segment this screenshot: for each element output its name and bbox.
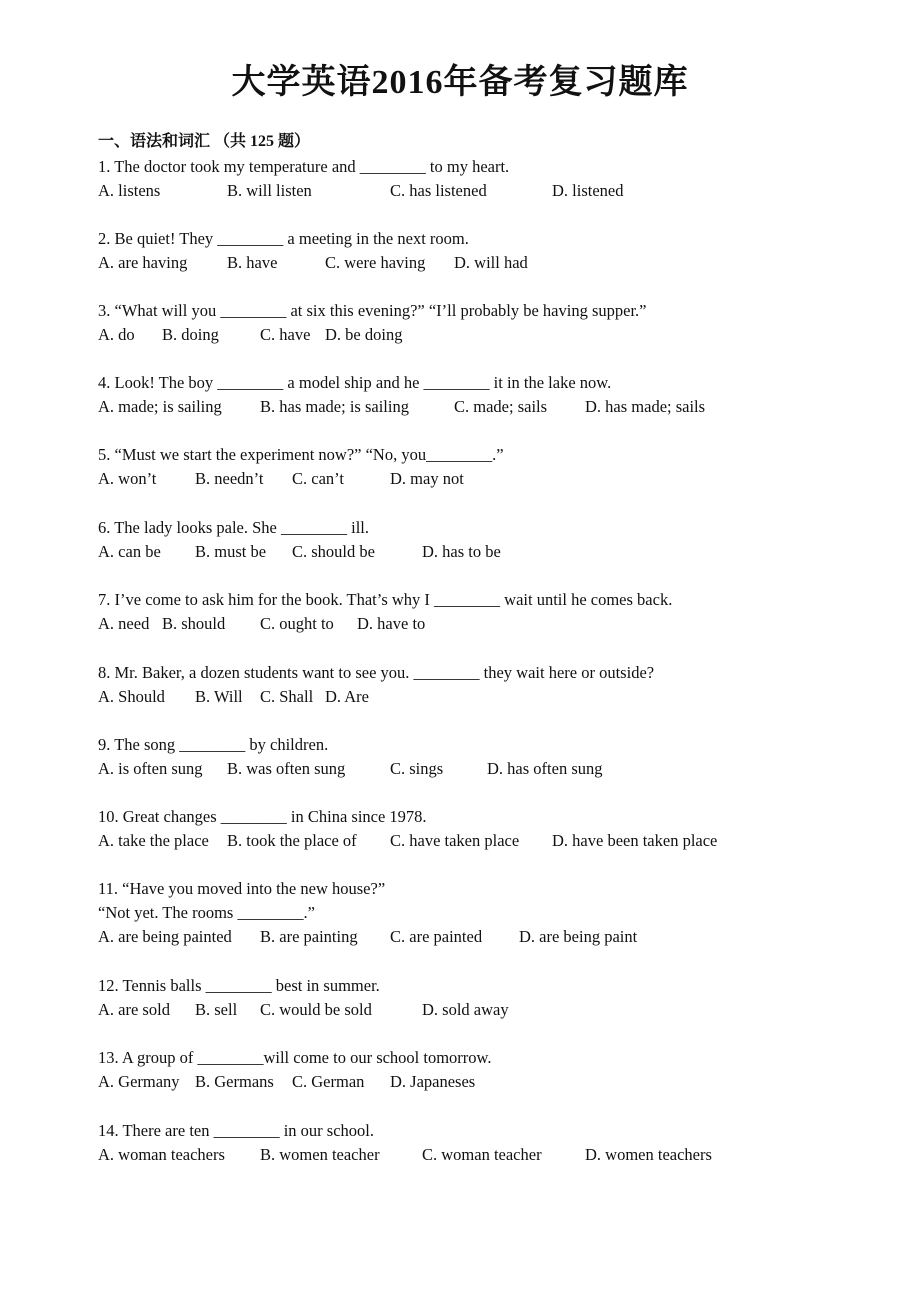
answer-option-d: D. has to be <box>422 542 501 561</box>
question-stem: 3. “What will you ________ at six this evening?” “I’ll probably be having supper.” <box>98 301 647 320</box>
answer-option-d: D. has made; sails <box>585 397 706 416</box>
question-11 <box>98 877 858 949</box>
answer-option-d: D. be doing <box>325 325 403 344</box>
question-3 <box>98 299 858 347</box>
answer-options <box>98 395 858 419</box>
answer-option-b: B. Germans <box>195 1072 274 1091</box>
answer-option-a: A. take the place <box>98 831 209 850</box>
question-2 <box>98 227 858 275</box>
question-stem: 2. Be quiet! They ________ a meeting in the next room. <box>98 229 469 248</box>
answer-option-a: A. are being painted <box>98 927 232 946</box>
question-stem: 1. The doctor took my temperature and ________ to my heart. <box>98 157 510 176</box>
answer-option-b: B. was often sung <box>227 759 346 778</box>
answer-option-c: C. sings <box>390 759 444 778</box>
answer-option-d: D. has often sung <box>487 759 603 778</box>
question-stem: 14. There are ten ________ in our school. <box>98 1121 375 1140</box>
answer-options <box>98 323 858 347</box>
question-9 <box>98 733 858 781</box>
answer-option-b: B. has made; is sailing <box>260 397 409 416</box>
question-4 <box>98 371 858 419</box>
answer-option-d: D. sold away <box>422 1000 509 1019</box>
question-stem: 9. The song ________ by children. <box>98 735 329 754</box>
question-7 <box>98 588 858 636</box>
question-stem: 6. The lady looks pale. She ________ ill. <box>98 518 370 537</box>
answer-option-c: C. can’t <box>292 469 344 488</box>
question-stem: 11. “Have you moved into the new house?” <box>98 879 386 898</box>
answer-option-c: C. woman teacher <box>422 1145 542 1164</box>
answer-option-b: B. must be <box>195 542 267 561</box>
question-stem: 8. Mr. Baker, a dozen students want to see you. ________ they wait here or outside? <box>98 663 655 682</box>
answer-option-d: D. Japaneses <box>390 1072 476 1091</box>
answer-options <box>98 179 858 203</box>
answer-options <box>98 1143 858 1167</box>
answer-option-b: B. have <box>227 253 278 272</box>
answer-option-b: B. Will <box>195 687 243 706</box>
answer-option-b: B. women teacher <box>260 1145 380 1164</box>
answer-option-a: A. are having <box>98 253 188 272</box>
answer-option-c: C. made; sails <box>454 397 548 416</box>
question-14 <box>98 1119 858 1167</box>
answer-option-d: D. will had <box>454 253 528 272</box>
answer-option-a: A. need <box>98 614 150 633</box>
answer-option-b: B. doing <box>162 325 219 344</box>
answer-option-d: D. Are <box>325 687 369 706</box>
answer-option-a: A. can be <box>98 542 161 561</box>
answer-option-b: B. are painting <box>260 927 358 946</box>
answer-option-a: A. made; is sailing <box>98 397 222 416</box>
answer-option-d: D. women teachers <box>585 1145 712 1164</box>
answer-option-a: A. woman teachers <box>98 1145 225 1164</box>
question-stem: 5. “Must we start the experiment now?” “No, you________.” <box>98 445 504 464</box>
answer-options <box>98 1070 858 1094</box>
answer-option-c: C. ought to <box>260 614 334 633</box>
answer-option-d: D. have been taken place <box>552 831 718 850</box>
answer-options <box>98 251 858 275</box>
question-stem: 10. Great changes ________ in China since 1978. <box>98 807 427 826</box>
answer-option-b: B. should <box>162 614 226 633</box>
answer-option-d: D. listened <box>552 181 624 200</box>
question-5 <box>98 443 858 491</box>
answer-options <box>98 467 858 491</box>
answer-option-b: B. sell <box>195 1000 238 1019</box>
answer-option-b: B. will listen <box>227 181 312 200</box>
answer-option-a: A. Germany <box>98 1072 180 1091</box>
question-stem: 7. I’ve come to ask him for the book. That’s why I ________ wait until he comes back. <box>98 590 673 609</box>
answer-option-c: C. has listened <box>390 181 487 200</box>
question-stem: “Not yet. The rooms ________.” <box>98 903 315 922</box>
answer-option-d: D. have to <box>357 614 426 633</box>
answer-option-d: D. may not <box>390 469 464 488</box>
question-stem: 12. Tennis balls ________ best in summer. <box>98 976 380 995</box>
question-10 <box>98 805 858 853</box>
question-6 <box>98 516 858 564</box>
answer-options <box>98 925 858 949</box>
answer-option-c: C. were having <box>325 253 426 272</box>
question-stem: 13. A group of ________will come to our school tomorrow. <box>98 1048 492 1067</box>
answer-option-c: C. would be sold <box>260 1000 372 1019</box>
answer-option-c: C. Shall <box>260 687 314 706</box>
answer-option-d: D. are being paint <box>519 927 638 946</box>
answer-option-b: B. took the place of <box>227 831 357 850</box>
answer-options <box>98 685 858 709</box>
answer-option-c: C. should be <box>292 542 375 561</box>
question-12 <box>98 974 858 1022</box>
answer-options <box>98 540 858 564</box>
page-title: 大学英语2016年备考复习题库 <box>231 64 689 101</box>
question-13 <box>98 1046 858 1094</box>
answer-option-c: C. German <box>292 1072 365 1091</box>
answer-option-b: B. needn’t <box>195 469 264 488</box>
answer-options <box>98 998 858 1022</box>
answer-option-c: C. have <box>260 325 311 344</box>
answer-option-a: A. Should <box>98 687 165 706</box>
answer-options <box>98 829 858 853</box>
answer-option-a: A. are sold <box>98 1000 170 1019</box>
section-heading: 一、语法和词汇 （共 125 题） <box>98 133 311 150</box>
answer-options <box>98 757 858 781</box>
question-stem: 4. Look! The boy ________ a model ship and he ________ it in the lake now. <box>98 373 612 392</box>
answer-option-c: C. have taken place <box>390 831 520 850</box>
answer-option-a: A. won’t <box>98 469 157 488</box>
answer-option-c: C. are painted <box>390 927 483 946</box>
answer-options <box>98 612 858 636</box>
answer-option-a: A. is often sung <box>98 759 203 778</box>
answer-option-a: A. listens <box>98 181 161 200</box>
answer-option-a: A. do <box>98 325 135 344</box>
question-1 <box>98 155 858 203</box>
question-8 <box>98 661 858 709</box>
